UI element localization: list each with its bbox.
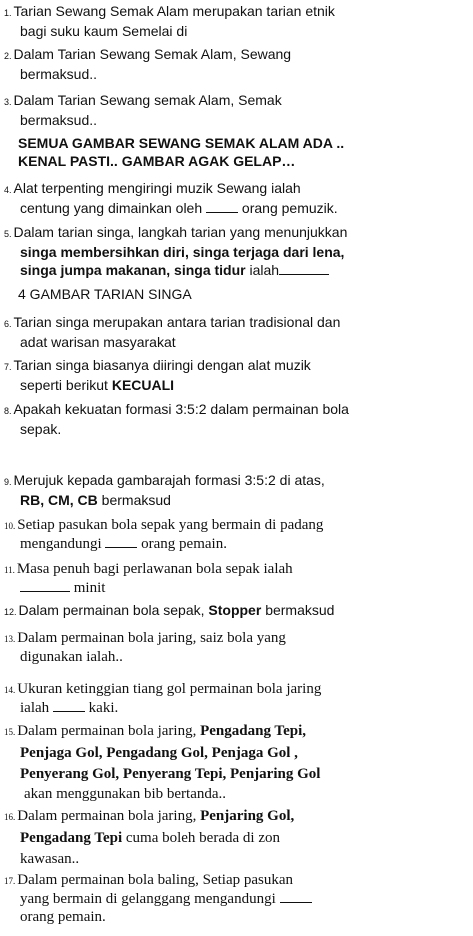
question-text: Dalam permainan bola jaring, bbox=[17, 808, 197, 824]
question-number: 16. bbox=[4, 812, 16, 822]
question-number: 3. bbox=[4, 97, 12, 107]
question-text: digunakan ialah.. bbox=[20, 649, 123, 665]
answer-blank bbox=[105, 535, 137, 548]
question-text: bermaksud bbox=[101, 492, 171, 508]
question-number: 17. bbox=[4, 876, 16, 886]
question-text: Masa penuh bagi perlawanan bola sepak ialah bbox=[16, 561, 293, 577]
question-number: 4. bbox=[4, 185, 12, 195]
question-text: cuma boleh berada di zon bbox=[125, 830, 280, 846]
answer-blank bbox=[279, 262, 329, 275]
question-text: Stopper bbox=[208, 602, 262, 618]
question-7 bbox=[4, 356, 466, 394]
question-11 bbox=[4, 560, 466, 597]
question-number: 13. bbox=[4, 634, 16, 644]
question-14 bbox=[4, 680, 466, 717]
question-6 bbox=[4, 313, 466, 351]
question-text: yang bermain di gelanggang mengandungi bbox=[20, 891, 276, 907]
answer-blank bbox=[206, 200, 238, 213]
question-text: KECUALI bbox=[111, 377, 175, 393]
note-lion-dance-pictures: 4 GAMBAR TARIAN SINGA bbox=[18, 286, 192, 302]
question-text-line-2 bbox=[4, 890, 466, 908]
question-number: 8. bbox=[4, 406, 12, 416]
question-text: Tarian Sewang Semak Alam merupakan tarian etnik bbox=[13, 3, 335, 19]
question-text: Setiap pasukan bola sepak yang bermain di padang bbox=[17, 517, 324, 533]
answer-blank bbox=[53, 699, 85, 712]
question-text: Dalam permainan bola jaring, bbox=[17, 723, 197, 739]
question-number: 6. bbox=[4, 319, 12, 329]
question-text-line-2 bbox=[4, 579, 466, 597]
question-text: Tarian singa biasanya diiringi dengan alat muzik bbox=[13, 357, 311, 373]
question-text-line-2 bbox=[4, 376, 466, 394]
question-text-line-2 bbox=[4, 535, 466, 553]
note-line: KENAL PASTI.. GAMBAR AGAK GELAP… bbox=[18, 153, 296, 169]
question-text-line-2 bbox=[4, 199, 466, 217]
question-text: Dalam tarian singa, langkah tarian yang menunjukkan bbox=[13, 224, 348, 240]
question-text: Penjaga Gol, Pengadang Gol, Penjaga Gol , bbox=[20, 745, 298, 761]
question-number: 5. bbox=[4, 229, 12, 239]
question-text: centung yang dimainkan oleh bbox=[20, 200, 203, 216]
question-text: Penjaring Gol, bbox=[200, 808, 295, 824]
question-text: singa membersihkan diri, singa terjaga dari lena, bbox=[20, 244, 345, 260]
question-text: Ukuran ketinggian tiang gol permainan bola jaring bbox=[17, 681, 322, 697]
question-text: Pengadang Tepi bbox=[20, 830, 123, 846]
question-9 bbox=[4, 471, 466, 509]
question-text: seperti berikut bbox=[20, 377, 108, 393]
question-text-line-2 bbox=[4, 491, 466, 509]
question-number: 7. bbox=[4, 362, 12, 372]
question-text: Alat terpenting mengiringi muzik Sewang ialah bbox=[13, 180, 301, 196]
question-text: ialah bbox=[249, 262, 280, 278]
question-text-line-2 bbox=[4, 699, 466, 717]
question-text: kaki. bbox=[88, 700, 119, 716]
question-text: bagi suku kaum Semelai di bbox=[20, 23, 188, 39]
question-text: sepak. bbox=[20, 421, 62, 437]
question-text: bermaksud.. bbox=[20, 66, 98, 82]
answer-blank bbox=[20, 579, 70, 592]
question-text: bermaksud.. bbox=[20, 112, 98, 128]
question-15 bbox=[4, 722, 466, 803]
question-text: Penyerang Gol, Penyerang Tepi, Penjaring Gol bbox=[20, 766, 321, 782]
note-line: SEMUA GAMBAR SEWANG SEMAK ALAM ADA .. bbox=[18, 135, 345, 151]
question-4 bbox=[4, 179, 466, 217]
question-text: minit bbox=[73, 580, 106, 596]
question-text: RB, CM, CB bbox=[20, 492, 98, 508]
question-16 bbox=[4, 807, 466, 868]
question-text: mengandungi bbox=[20, 536, 102, 552]
question-text-line-3 bbox=[4, 261, 466, 279]
question-text: Merujuk kepada gambarajah formasi 3:5:2 di atas, bbox=[13, 472, 325, 488]
question-number: 12. bbox=[4, 607, 17, 617]
question-text: adat warisan masyarakat bbox=[20, 334, 176, 350]
question-text: orang pemain. bbox=[20, 909, 106, 925]
note-sewang-pictures bbox=[18, 134, 344, 170]
question-10 bbox=[4, 516, 466, 553]
question-text: bermaksud bbox=[265, 602, 335, 618]
question-number: 1. bbox=[4, 8, 12, 18]
question-text: Tarian singa merupakan antara tarian tradisional dan bbox=[13, 314, 341, 330]
question-text: kawasan.. bbox=[20, 851, 80, 867]
question-text: ialah bbox=[20, 700, 50, 716]
question-text: akan menggunakan bib bertanda.. bbox=[24, 786, 227, 802]
question-text: Dalam Tarian Sewang Semak Alam, Sewang bbox=[13, 46, 292, 62]
question-number: 14. bbox=[4, 685, 16, 695]
question-text: Dalam Tarian Sewang semak Alam, Semak bbox=[13, 92, 282, 108]
question-number: 11. bbox=[4, 565, 15, 575]
answer-blank bbox=[280, 890, 312, 903]
question-text: singa jumpa makanan, singa tidur bbox=[20, 262, 246, 278]
question-text: Dalam permainan bola jaring, saiz bola yang bbox=[17, 630, 286, 646]
question-5 bbox=[4, 223, 466, 279]
question-8 bbox=[4, 400, 466, 438]
question-number: 2. bbox=[4, 51, 12, 61]
question-1 bbox=[4, 2, 466, 40]
question-2 bbox=[4, 45, 466, 83]
question-text: orang pemuzik. bbox=[241, 200, 338, 216]
question-12 bbox=[4, 601, 466, 621]
question-text: Apakah kekuatan formasi 3:5:2 dalam permainan bola bbox=[13, 401, 349, 417]
question-text-line-2 bbox=[4, 829, 466, 847]
question-text: orang pemain. bbox=[141, 536, 227, 552]
question-13 bbox=[4, 629, 466, 666]
question-text: Dalam permainan bola sepak, bbox=[18, 602, 205, 618]
question-3 bbox=[4, 91, 466, 129]
question-17 bbox=[4, 871, 466, 926]
question-number: 10. bbox=[4, 521, 16, 531]
question-number: 9. bbox=[4, 477, 12, 487]
question-number: 15. bbox=[4, 727, 16, 737]
question-text: Pengadang Tepi, bbox=[200, 723, 306, 739]
question-text: Dalam permainan bola baling, Setiap pasukan bbox=[17, 872, 293, 888]
